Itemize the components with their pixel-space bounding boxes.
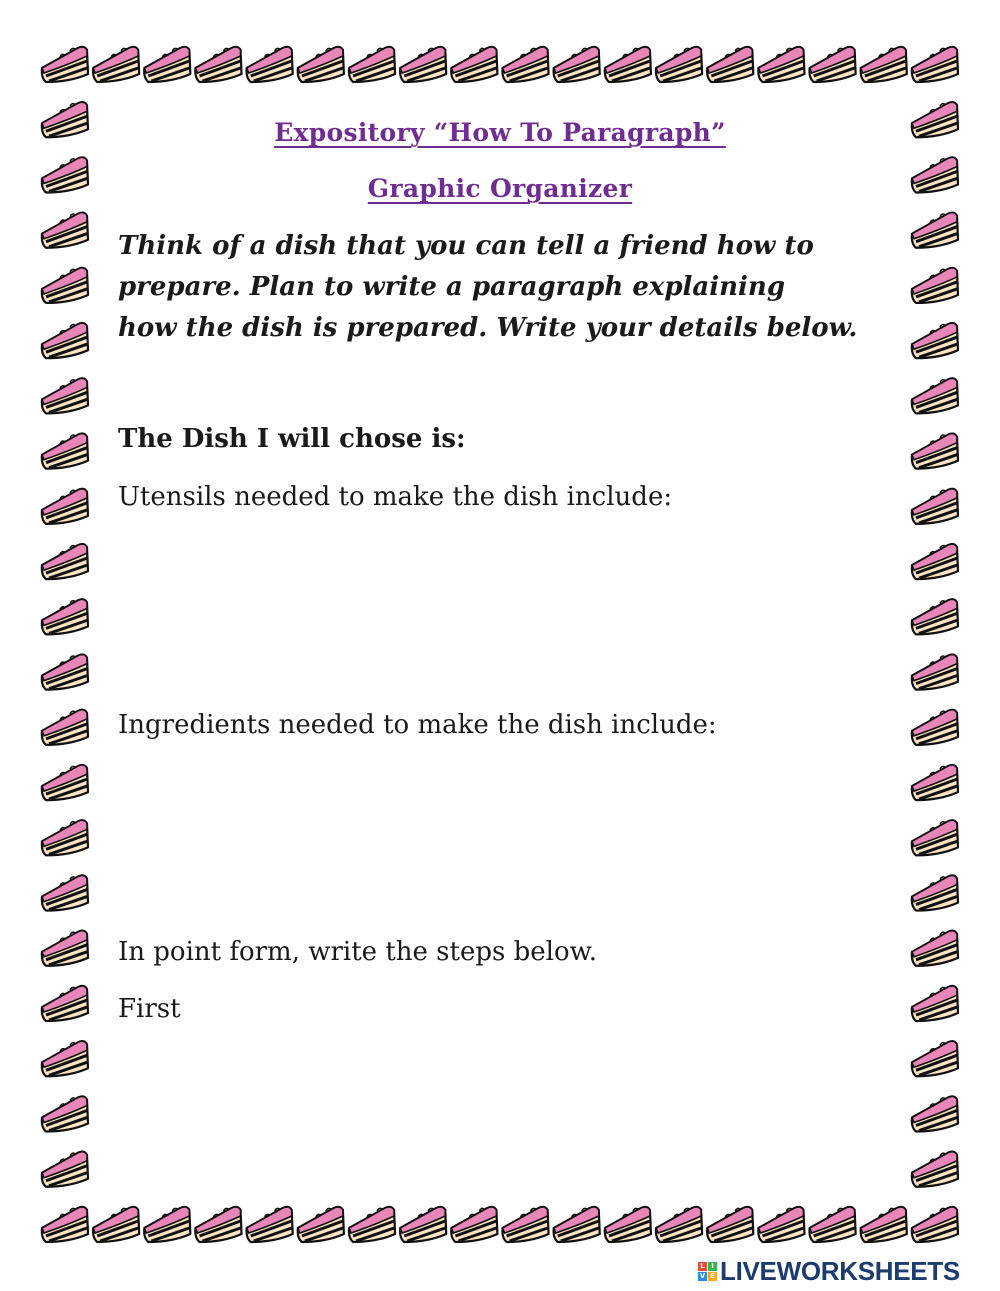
cake-slice-icon	[912, 1041, 958, 1076]
cake-slice-icon	[42, 544, 88, 579]
cake-slice-icon	[554, 1207, 600, 1242]
cake-slice-icon	[912, 434, 958, 469]
cake-slice-icon	[42, 710, 88, 745]
logo-mark-cell: V	[699, 1271, 706, 1280]
cake-slice-icon	[42, 875, 88, 910]
logo-mark-cell: E	[708, 1272, 717, 1281]
logo-text: LIVEWORKSHEETS	[720, 1255, 960, 1286]
cake-slice-icon	[707, 1207, 753, 1242]
cake-slice-icon	[912, 820, 958, 855]
cake-slice-icon	[451, 1207, 497, 1242]
cake-slice-icon	[451, 47, 497, 82]
logo-mark-cell: I	[708, 1262, 717, 1271]
cake-slice-icon	[912, 875, 958, 910]
cake-slice-icon	[809, 1207, 855, 1242]
dish-prompt: The Dish I will chose is:	[118, 424, 466, 454]
cake-slice-icon	[42, 268, 88, 303]
cake-slice-icon	[93, 1207, 139, 1242]
cake-slice-icon	[912, 986, 958, 1021]
cake-slice-icon	[42, 820, 88, 855]
cake-slice-icon	[912, 710, 958, 745]
cake-slice-icon	[42, 986, 88, 1021]
cake-slice-icon	[707, 47, 753, 82]
logo-mark-cell: L	[698, 1262, 707, 1271]
logo-mark-icon	[698, 1262, 717, 1281]
cake-slice-icon	[912, 1207, 958, 1242]
cake-slice-icon	[605, 47, 651, 82]
instructions-line-2: prepare. Plan to write a paragraph explaining	[118, 272, 785, 302]
cake-slice-icon	[912, 268, 958, 303]
cake-slice-icon	[42, 1096, 88, 1131]
cake-slice-icon	[42, 654, 88, 689]
cake-slice-icon	[912, 323, 958, 358]
first-step-label: First	[118, 994, 181, 1024]
cake-slice-icon	[298, 1207, 344, 1242]
cake-slice-icon	[912, 378, 958, 413]
cake-slice-icon	[400, 1207, 446, 1242]
cake-slice-icon	[42, 931, 88, 966]
cake-slice-icon	[42, 378, 88, 413]
cake-slice-icon	[144, 47, 190, 82]
cake-slice-icon	[247, 47, 293, 82]
cake-slice-icon	[912, 931, 958, 966]
cake-slice-icon	[93, 47, 139, 82]
cake-slice-icon	[42, 599, 88, 634]
worksheet-title: Expository “How To Paragraph”	[274, 118, 726, 147]
cake-slice-icon	[912, 47, 958, 82]
utensils-prompt: Utensils needed to make the dish include:	[118, 482, 673, 512]
cake-slice-icon	[912, 765, 958, 800]
cake-slice-icon	[195, 47, 241, 82]
cake-slice-icon	[912, 1152, 958, 1187]
cake-slice-icon	[502, 47, 548, 82]
cake-slice-icon	[554, 47, 600, 82]
cake-slice-icon	[42, 765, 88, 800]
cake-slice-icon	[912, 1096, 958, 1131]
cake-slice-icon	[42, 1152, 88, 1187]
worksheet-subtitle: Graphic Organizer	[367, 174, 633, 203]
cake-slice-icon	[912, 654, 958, 689]
cake-slice-icon	[42, 434, 88, 469]
cake-slice-icon	[656, 1207, 702, 1242]
ingredients-prompt: Ingredients needed to make the dish include:	[118, 710, 717, 740]
cake-slice-icon	[912, 599, 958, 634]
cake-slice-icon	[42, 1207, 88, 1242]
cake-slice-icon	[42, 213, 88, 248]
cake-slice-icon	[42, 489, 88, 524]
cake-slice-icon	[349, 1207, 395, 1242]
liveworksheets-logo	[698, 1254, 960, 1288]
cake-slice-icon	[42, 47, 88, 82]
steps-prompt: In point form, write the steps below.	[118, 937, 598, 967]
cake-slice-icon	[758, 47, 804, 82]
cake-slice-icon	[758, 1207, 804, 1242]
cake-slice-icon	[861, 1207, 907, 1242]
cake-slice-icon	[42, 323, 88, 358]
instructions-line-1: Think of a dish that you can tell a friend how to	[118, 231, 814, 261]
cake-slice-icon	[195, 1207, 241, 1242]
cake-slice-icon	[247, 1207, 293, 1242]
cake-slice-icon	[349, 47, 395, 82]
cake-slice-icon	[912, 489, 958, 524]
cake-slice-icon	[656, 47, 702, 82]
cake-slice-icon	[809, 47, 855, 82]
cake-slice-icon	[298, 47, 344, 82]
cake-slice-icon	[912, 544, 958, 579]
cake-slice-icon	[912, 213, 958, 248]
cake-slice-icon	[605, 1207, 651, 1242]
cake-slice-icon	[502, 1207, 548, 1242]
instructions-line-3: how the dish is prepared. Write your details below.	[118, 313, 858, 343]
cake-slice-icon	[42, 1041, 88, 1076]
cake-slice-icon	[144, 1207, 190, 1242]
cake-slice-icon	[400, 47, 446, 82]
cake-slice-icon	[861, 47, 907, 82]
